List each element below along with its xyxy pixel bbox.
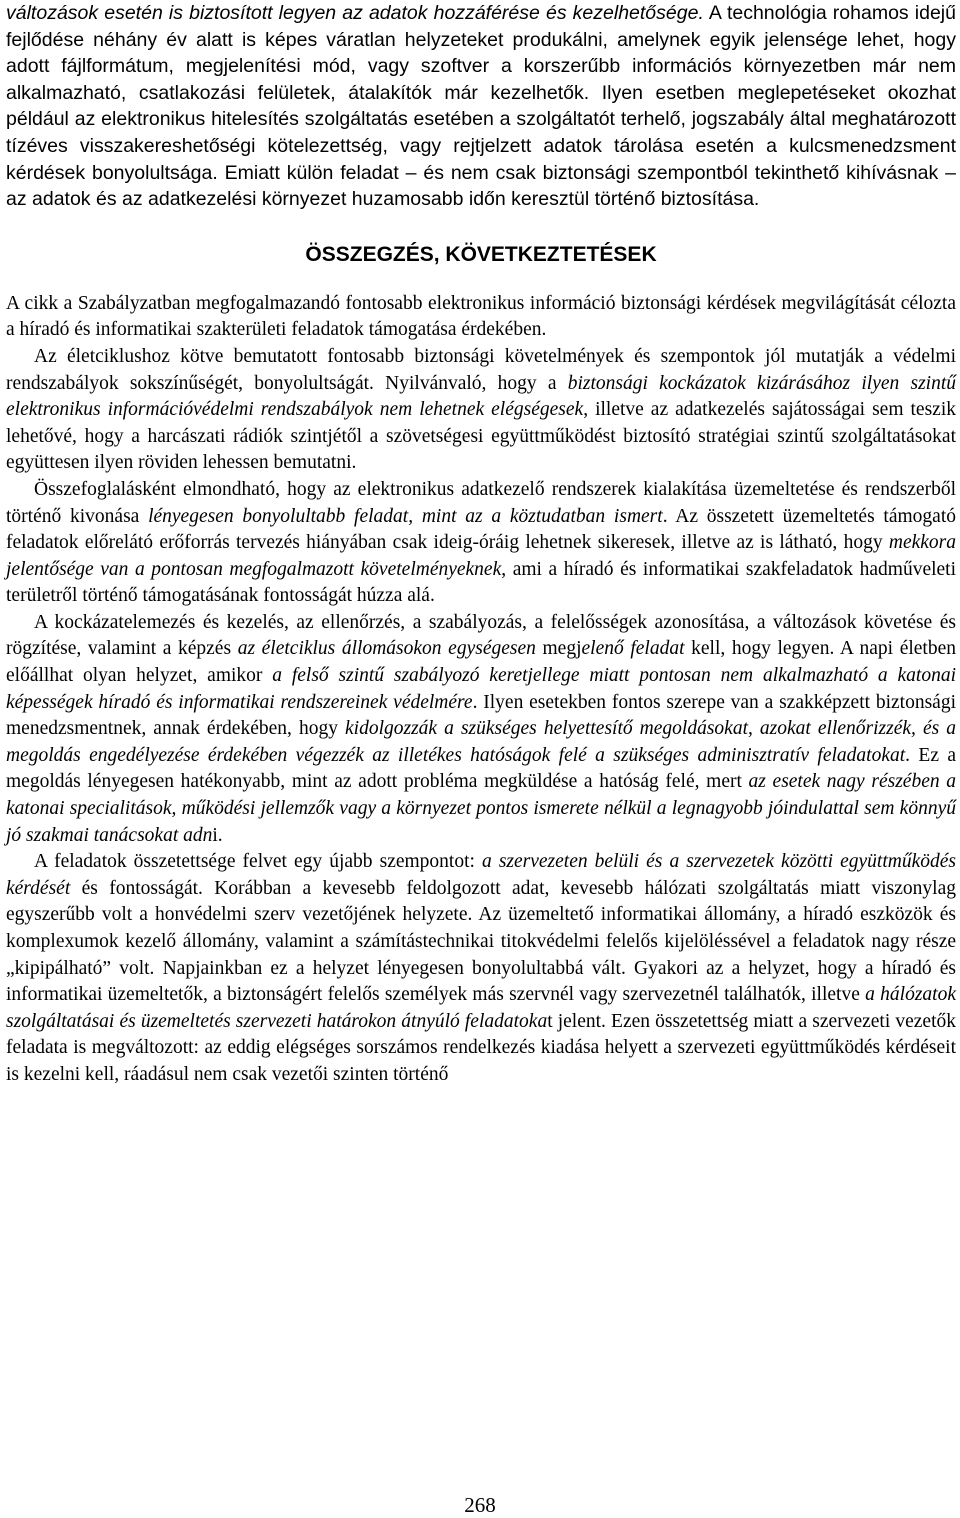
italic-run: a felső szintű szabályozó keretjellege miatt pontosan nem alkalmazható a katonai képességek híradó és informatikai rendszereinek védelmére [6, 665, 956, 713]
body-paragraph [6, 477, 956, 610]
page-number: 268 [464, 1493, 496, 1517]
italic-run: a szervezeten belüli és a szervezetek közötti együttműködés kérdését [6, 851, 956, 899]
text-run: A kockázatelemezés és kezelés, az ellenőrzés, a szabályozás, a felelősségek azonosítása, a változások követése és rögzítése, valamint a képzés [6, 611, 956, 660]
text-run: és fontosságát. Korábban a kevesebb feldolgozott adat, kevesebb hálózati szolgáltatás miatt viszonylag egyszerűbb volt a honvédelmi szerv vezetőjének helyzete. Az üzemeltető informatikai állomány, a híradó eszközök és komplexumok kezelő állomány, valamint a számítástechnikai titokvédelmi felelős kijelöléssével a feladatok nagy része „kipipálható” volt. Napjainkban ez a helyzet lényegesen bonyolultabbá vált. Gyakori az a helyzet, hogy a híradó és informatikai üzemeltetők, a biztonságért felelős személyek más szervnél vagy szervezetnél találhatók, illetve [6, 877, 956, 1006]
body-paragraph [6, 849, 956, 1088]
body-paragraph [6, 610, 956, 849]
text-run: Összefoglalásként elmondható, hogy az elektronikus adatkezelő rendszerek kialakítása üzemeltetése és rendszerből történő kivonása [6, 478, 956, 527]
italic-run: lényegesen bonyolultabb feladat, mint az a köztudatban ismert [148, 505, 663, 527]
text-run: , illetve az adatkezelés sajátosságai sem teszik lehetővé, hogy a harcászati rádiók szintjétől a szövetségesi együttműködést biztosító stratégiai szintű szolgáltatásokat együttesen ilyen röviden lehessen bemutatni. [6, 399, 956, 474]
italic-run: változások esetén is biztosított legyen az adatok hozzáférése és kezelhetősége. [6, 2, 704, 24]
italic-run: biztonsági kockázatok kizárásához ilyen szintű elektronikus információvédelmi rendszabályok nem lehetnek elégségesek [6, 372, 956, 421]
text-run: t jelent. Ezen összetettség miatt a szervezeti vezetők feladata is megváltozott: az eddig elégséges sorszámos rendelkezés kiadása helyett a szervezeti együttműködés kérdéseit is kezelni kell, ráadásul nem csak vezetői szinten történő [6, 1010, 956, 1085]
italic-run: mekkora jelentősége van a pontosan megfogalmazott követelményeknek [6, 532, 956, 580]
body-paragraph [6, 344, 956, 477]
page-content [6, 0, 956, 1089]
body-paragraphs [6, 291, 956, 1089]
text-run: A feladatok összetettsége felvet egy újabb szempontot: [34, 851, 482, 873]
text-run: A cikk a Szabályzatban megfogalmazandó fontosabb elektronikus információ biztonsági kérdések megvilágítását célozta a híradó és informatikai szakterületi feladatok támogatása érdekében. [6, 292, 956, 341]
text-run: Az életciklushoz kötve bemutatott fontosabb biztonsági követelmények és szempontok jól mutatják a védelmi rendszabályok sokszínűségét, bonyolultságát. Nyilvánvaló, hogy a [6, 345, 956, 394]
text-run: kell, hogy legyen. A napi életben előállhat olyan helyzet, amikor [6, 638, 957, 687]
italic-run: kidolgozzák a szükséges helyettesítő megoldásokat, azokat ellenőrizzék, és a megoldás engedélyezése érdekében végezzék az illetékes hatóságok felé a szükséges adminisztratív feladatokat [6, 718, 956, 766]
intro-paragraph [6, 0, 956, 213]
italic-run: az esetek nagy részében a katonai specialitások, működési jellemzők vagy a környezet pontos ismerete nélkül a legnagyobb jóindulattal sem könnyű jó szakmai tanácsokat adn [6, 771, 956, 846]
italic-run: a hálózatok szolgáltatásai és üzemeltetés szervezeti határokon átnyúló feladatoka [6, 984, 956, 1032]
text-run: i. [212, 824, 223, 846]
italic-run: az életciklus állomásokon egységesen [237, 638, 536, 660]
text-run: . Ez a megoldás lényegesen hatékonyabb, mint az adott probléma megküldése a hatóság felé, mert [6, 744, 956, 793]
text-run: A technológia rohamos idejű fejlődése néhány év alatt is képes váratlan helyzeteket produkálni, amelynek egyik jelensége lehet, hogy adott fájlformátum, megjelenítési mód, vagy szoftver a korszerűbb információs környezetben már nem alkalmazható, csatlakozási felületek, átalakítók már kezelhetők. Ilyen esetben meglepetéseket okozhat például az elektronikus hitelesítés szolgáltatás esetében a szolgáltatót terhelő, jogszabály által meghatározott tízéves visszakereshetőségi kötelezettség, vagy rejtjelzett adatok tárolása esetén a kulcsmenedzsment kérdések bonyolultsága. Emiatt külön feladat – és nem csak biztonsági szempontból tekinthető kihívásnak – az adatok és az adatkezelési környezet huzamosabb időn keresztül történő biztosítása. [6, 2, 956, 211]
section-heading: ÖSSZEGZÉS, KÖVETKEZTETÉSEK [305, 242, 657, 266]
italic-run: elenő feladat [581, 638, 685, 660]
text-run: , ami a híradó és informatikai szakfeladatok hadműveleti területről történő támogatásának fontosságát húzza alá. [6, 558, 957, 607]
text-run: megj [535, 638, 582, 660]
body-paragraph [6, 291, 956, 344]
text-run: . Ilyen esetekben fontos szerepe van a szakképzett biztonsági menedzsmentnek, annak érdekében, hogy [6, 691, 956, 740]
text-run: . Az összetett üzemeltetés támogató feladatok előrelátó erőforrás tervezés hiányában csak ideig-óráig lehetnek sikeresek, illetve az is látható, hogy [6, 505, 956, 554]
